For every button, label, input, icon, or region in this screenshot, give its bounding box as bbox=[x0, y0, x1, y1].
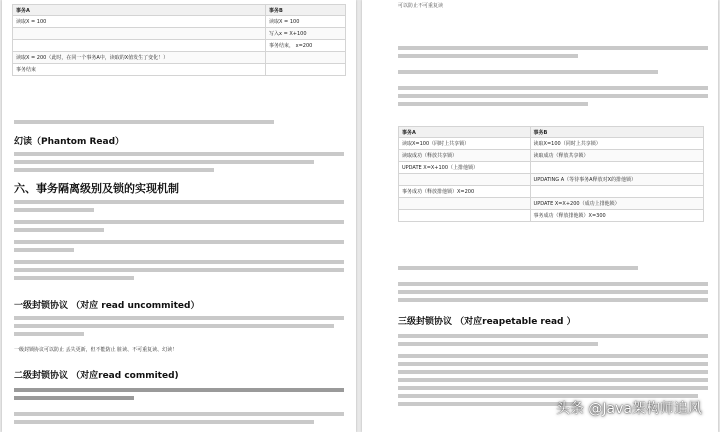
table-cell: 读取X = 200（此时，在同一个事务A中，读取的X值发生了变化！） bbox=[13, 52, 266, 64]
paragraph-placeholder bbox=[14, 258, 344, 282]
table-cell: 事务成功（释放排他锁）X=300 bbox=[530, 210, 703, 222]
paragraph-placeholder bbox=[14, 314, 344, 338]
paragraph-placeholder bbox=[398, 264, 708, 272]
table-cell: UPDATE X=X+100（上排他锁） bbox=[399, 162, 531, 174]
table-cell: UPDATE X=X+200（成功上排他锁） bbox=[530, 198, 703, 210]
table-cell bbox=[13, 40, 266, 52]
table-cell bbox=[266, 64, 346, 76]
table-row bbox=[13, 16, 346, 28]
level-3-protocol-heading: 三级封锁协议 （对应reapetable read ） bbox=[398, 317, 576, 327]
table-cell: 读取X = 100 bbox=[266, 16, 346, 28]
table-row bbox=[399, 138, 704, 150]
paragraph-placeholder bbox=[398, 68, 708, 76]
table-cell bbox=[399, 210, 531, 222]
level-1-protocol-note: 一级封锁协议可以防止 丢失更新，但不能防止 脏读、不可重复读、幻读！ bbox=[14, 347, 178, 353]
table-row bbox=[399, 186, 704, 198]
table-row bbox=[399, 198, 704, 210]
table-cell bbox=[399, 174, 531, 186]
paragraph-placeholder bbox=[14, 118, 314, 126]
paragraph-placeholder bbox=[398, 84, 708, 108]
paragraph-placeholder bbox=[14, 386, 344, 426]
right-page bbox=[362, 0, 718, 432]
table-cell: 写入x = X+100 bbox=[266, 28, 346, 40]
table-row bbox=[399, 150, 704, 162]
table-row bbox=[13, 64, 346, 76]
table-header: 事务B bbox=[266, 5, 346, 16]
table-row bbox=[399, 174, 704, 186]
table-header: 事务B bbox=[530, 127, 703, 138]
table-cell bbox=[530, 162, 703, 174]
paragraph-placeholder bbox=[14, 198, 344, 214]
table-header: 事务A bbox=[399, 127, 531, 138]
table-row bbox=[13, 40, 346, 52]
table-cell: 事务成功（释放排他锁）X=200 bbox=[399, 186, 531, 198]
table-cell: 事务结束， x=200 bbox=[266, 40, 346, 52]
transaction-table-left bbox=[12, 4, 346, 76]
table-cell: 读取成功（释放共享锁） bbox=[530, 150, 703, 162]
table-cell: 读取成功（释放共享锁） bbox=[399, 150, 531, 162]
table-cell: UPDATING A（等待事务A释放对X的排他锁） bbox=[530, 174, 703, 186]
level-1-protocol-heading: 一级封锁协议 （对应 read uncommited） bbox=[14, 301, 200, 311]
table-header-row bbox=[399, 127, 704, 138]
table-row bbox=[13, 52, 346, 64]
transaction-table-right bbox=[398, 126, 704, 222]
table-cell: 读取X = 100 bbox=[13, 16, 266, 28]
paragraph-placeholder bbox=[398, 280, 708, 304]
table-row bbox=[399, 210, 704, 222]
table-cell bbox=[13, 28, 266, 40]
table-cell bbox=[530, 186, 703, 198]
level-2-protocol-heading: 二级封锁协议 （对应read commited) bbox=[14, 371, 179, 381]
left-page bbox=[2, 0, 356, 432]
table-cell: 读取X=100（同时上共享锁） bbox=[530, 138, 703, 150]
table-cell bbox=[266, 52, 346, 64]
table-cell: 事务结束 bbox=[13, 64, 266, 76]
paragraph-placeholder bbox=[398, 332, 708, 348]
table-row bbox=[13, 28, 346, 40]
phantom-read-heading: 幻读（Phantom Read） bbox=[14, 137, 125, 147]
paragraph-placeholder bbox=[14, 218, 344, 234]
paragraph-placeholder bbox=[14, 150, 344, 174]
section-6-heading: 六、事务隔离级别及锁的实现机制 bbox=[14, 182, 179, 195]
paragraph-placeholder bbox=[14, 238, 344, 254]
watermark-text: 头条 @Java架构师追风 bbox=[555, 401, 702, 417]
table-header: 事务A bbox=[13, 5, 266, 16]
paragraph-placeholder bbox=[398, 44, 708, 60]
table-cell bbox=[399, 198, 531, 210]
top-line-text: 可以防止不可重复读 bbox=[398, 3, 444, 9]
table-row bbox=[399, 162, 704, 174]
table-cell: 读取X=100（同时上共享锁） bbox=[399, 138, 531, 150]
table-header-row bbox=[13, 5, 346, 16]
